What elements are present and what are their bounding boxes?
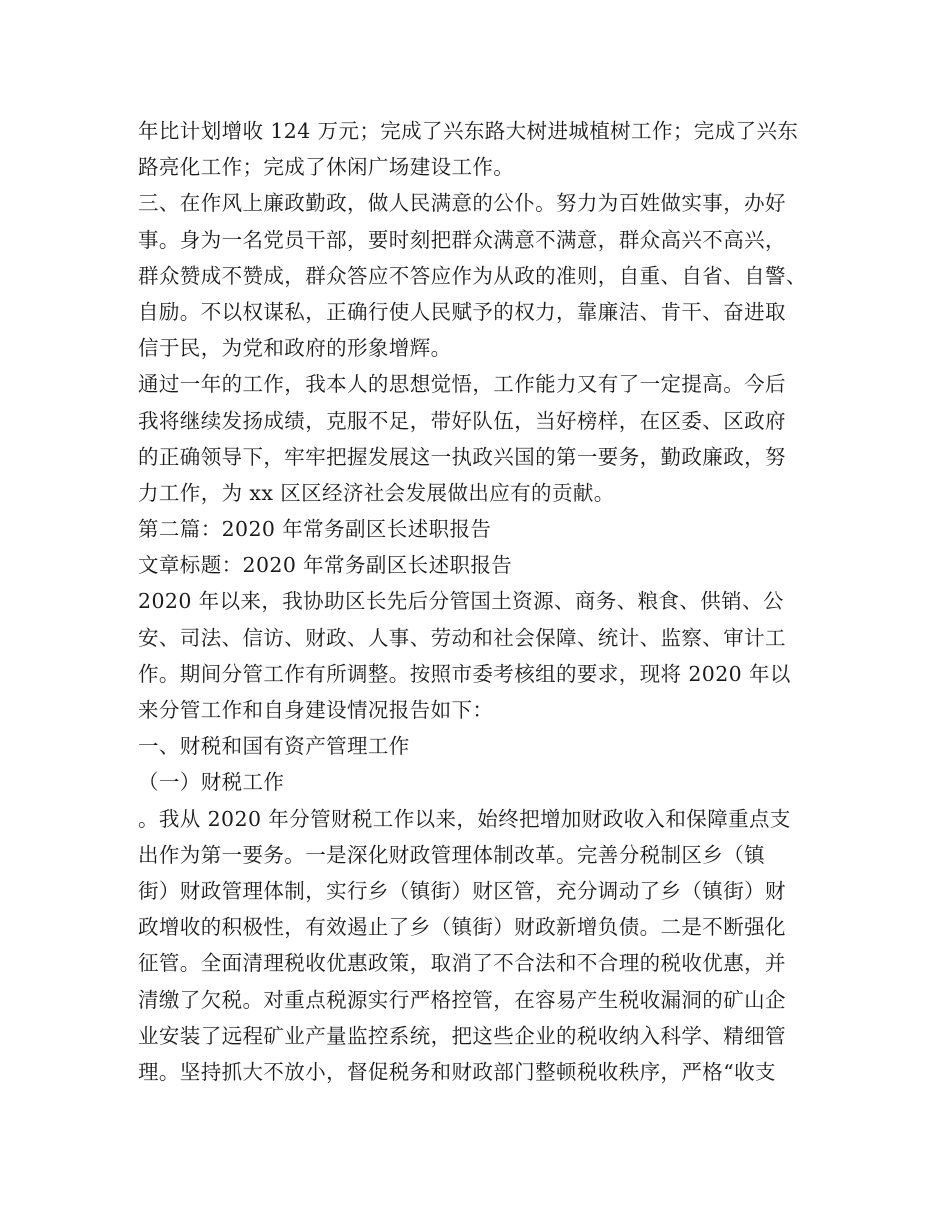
text-line: 力工作，为 xx 区区经济社会发展做出应有的贡献。 bbox=[138, 480, 615, 505]
text-line: 信于民，为党和政府的形象增辉。 bbox=[138, 336, 452, 361]
text-line: 路亮化工作；完成了休闲广场建设工作。 bbox=[138, 155, 515, 180]
text-line: 我将继续发扬成绩，克服不足，带好队伍，当好榜样，在区委、区政府 bbox=[138, 408, 786, 433]
text-line: 。我从 2020 年分管财税工作以来，始终把增加财政收入和保障重点支 bbox=[138, 806, 791, 831]
text-line: 通过一年的工作，我本人的思想觉悟，工作能力又有了一定提高。今后 bbox=[138, 372, 786, 397]
section-heading: 第二篇：2020 年常务副区长述职报告 bbox=[138, 517, 492, 542]
text-line: 业安装了远程矿业产量监控系统，把这些企业的税收纳入科学、精细管 bbox=[138, 1023, 786, 1048]
text-line: 政增收的积极性，有效遏止了乡（镇街）财政新增负债。二是不断强化 bbox=[138, 915, 786, 940]
text-line: 清缴了欠税。对重点税源实行严格控管，在容易产生税收漏洞的矿山企 bbox=[138, 987, 786, 1012]
article-title: 文章标题：2020 年常务副区长述职报告 bbox=[138, 553, 513, 578]
text-line: 2020 年以来，我协助区长先后分管国土资源、商务、粮食、供销、公 bbox=[138, 589, 784, 614]
text-line: 三、在作风上廉政勤政，做人民满意的公仆。努力为百姓做实事，办好 bbox=[138, 191, 786, 216]
text-line: 事。身为一名党员干部，要时刻把群众满意不满意，群众高兴不高兴， bbox=[138, 227, 786, 252]
text-line: 自励。不以权谋私，正确行使人民赋予的权力，靠廉洁、肯干、奋进取 bbox=[138, 299, 786, 324]
text-line: 安、司法、信访、财政、人事、劳动和社会保障、统计、监察、审计工 bbox=[138, 625, 786, 650]
text-line: 的正确领导下，牢牢把握发展这一执政兴国的第一要务，勤政廉政，努 bbox=[138, 444, 786, 469]
text-line: 群众赞成不赞成，群众答应不答应作为从政的准则，自重、自省、自警、 bbox=[138, 263, 807, 288]
subsection-heading: 一、财税和国有资产管理工作 bbox=[138, 734, 410, 759]
text-line: 理。坚持抓大不放小，督促税务和财政部门整顿税收秩序，严格“收支 bbox=[138, 1059, 776, 1084]
subsection-heading: （一）财税工作 bbox=[138, 770, 285, 795]
document-body bbox=[138, 113, 818, 1090]
text-line: 来分管工作和自身建设情况报告如下： bbox=[138, 698, 494, 722]
text-line: 街）财政管理体制，实行乡（镇街）财区管，充分调动了乡（镇街）财 bbox=[138, 878, 786, 903]
text-line: 年比计划增收 124 万元；完成了兴东路大树进城植树工作；完成了兴东 bbox=[138, 119, 799, 143]
text-line: 征管。全面清理税收优惠政策，取消了不合法和不合理的税收优惠，并 bbox=[138, 951, 786, 976]
text-line: 作。期间分管工作有所调整。按照市委考核组的要求，现将 2020 年以 bbox=[138, 661, 791, 686]
text-line: 出作为第一要务。一是深化财政管理体制改革。完善分税制区乡（镇 bbox=[138, 842, 765, 867]
